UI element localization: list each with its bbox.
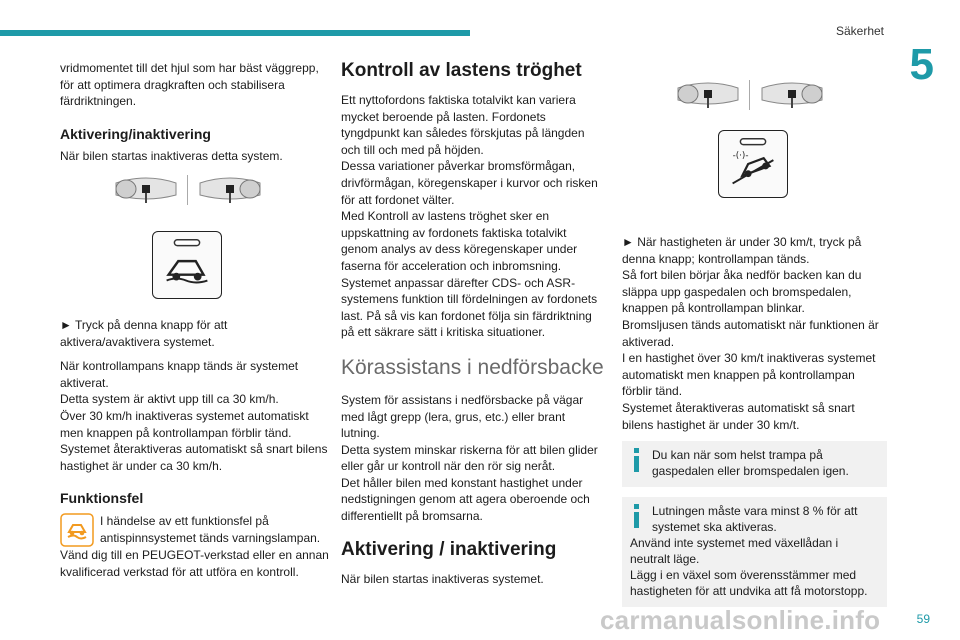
intro-text: vridmomentet till det hjul som har bäst väggrepp, för att optimera dragkraften och stabilisera färdriktningen.	[60, 61, 319, 109]
activation-text: När bilen startas inaktiveras detta system.	[60, 149, 283, 164]
column-right	[622, 60, 887, 607]
page-number: 59	[916, 612, 930, 626]
activation-text-2: När bilen startas inaktiveras systemet.	[341, 571, 544, 586]
info-text-neutral: Använd inte systemet med växellådan i neutralt läge.	[630, 536, 839, 567]
info-box-pedals	[622, 441, 887, 487]
press-instruction: ► Tryck på denna knapp för att aktivera/avaktivera systemet.	[60, 317, 228, 349]
info-icon	[630, 447, 652, 479]
header-accent-bar	[0, 30, 470, 36]
column-left	[60, 60, 330, 580]
status-line-4: Systemet återaktiveras automatiskt så snart bilens hastighet är under ca 30 km/h.	[60, 442, 328, 473]
hill-line-3: I en hastighet över 30 km/t inaktiveras systemet automatiskt men knappen på kontrollampan förblir tänd.	[622, 351, 876, 399]
steering-wheel-right-icon	[196, 175, 264, 205]
illustration-divider-2	[749, 80, 750, 110]
hill-descent-heading: Körassistans i nedförsbacke	[341, 355, 604, 379]
hill-press-instruction: ► När hastigheten är under 30 km/t, tryck på denna knapp; kontrollampan tänds.	[622, 235, 862, 266]
load-paragraph-3: Med Kontroll av lastens tröghet sker en uppskattning av fordonets faktiska totalvikt genom analys av dess köregenskaper under faserna för acceleration och inbromsning.	[341, 209, 578, 273]
load-paragraph-2: Dessa variationer påverkar bromsförmågan, drivförmågan, köregenskaper i kurvor och risken för att fordonet välter.	[341, 159, 598, 207]
fault-warning	[60, 513, 330, 547]
chapter-number: 5	[909, 40, 934, 89]
status-line-1: När kontrollampans knapp tänds är systemet aktiverat.	[60, 359, 299, 390]
info-box-slope	[622, 497, 887, 607]
activation-heading-2: Aktivering / inaktivering	[341, 538, 557, 560]
hill-line-2: Bromsljusen tänds automatiskt när funktionen är aktiverad.	[622, 317, 879, 349]
steering-wheel-right-icon-2	[758, 80, 826, 110]
hill-button-illustration	[622, 80, 887, 220]
status-line-3: Över 30 km/h inaktiveras systemet automatiskt men knappen på kontrollampan förblir tänd.	[60, 408, 309, 440]
load-inertia-heading: Kontroll av lastens tröghet	[341, 60, 582, 81]
button-location-illustration	[60, 175, 330, 303]
hill-line-4: Systemet återaktiveras automatiskt så snart bilens hastighet är under 30 km/t.	[622, 400, 855, 432]
status-line-2: Detta system är aktivt upp till ca 30 km/h.	[60, 392, 279, 407]
column-middle	[341, 60, 606, 587]
info-text-gear: Lägg i en växel som överensstämmer med hastigheten för att undvika att få motorstopp.	[630, 568, 868, 599]
steering-wheel-left-icon	[112, 175, 180, 205]
info-icon-2	[630, 503, 652, 535]
fault-heading: Funktionsfel	[60, 490, 144, 507]
hill-paragraph-3: Det håller bilen med konstant hastighet under nedstigningen genom att agera oberoende och differentiellt på bromsarna.	[341, 475, 590, 524]
section-title: Säkerhet	[835, 24, 884, 38]
traction-control-button-icon	[152, 231, 222, 299]
steering-wheel-left-icon-2	[674, 80, 742, 110]
svg-text:-(·)-: -(·)-	[732, 151, 749, 162]
hill-descent-button-icon	[718, 130, 788, 198]
fault-text: I händelse av ett funktionsfel på antispinnsystemet tänds varningslampan.	[100, 513, 321, 545]
load-paragraph-1: Ett nyttofordons faktiska totalvikt kan variera mycket beroende på lasten. Fordonets tyngdpunkt kan således förskjutas på längden och till och med på höjden.	[341, 93, 585, 157]
watermark: carmanualsonline.info	[600, 605, 881, 635]
load-paragraph-4: Systemet anpassar därefter CDS- och ASR-systemens funktion till fördelningen av fordonets last. På så vis kan fordonet följa sin färdriktning på ett säkrare sätt i kritiska situationer.	[341, 275, 598, 340]
hill-paragraph-1: System för assistans i nedförsbacke på vägar med lågt grepp (lera, grus, etc.) eller brant lutning.	[341, 392, 584, 441]
warning-lamp-icon	[60, 513, 94, 547]
info-text-slope: Lutningen måste vara minst 8 % för att systemet ska aktiveras.	[652, 504, 858, 535]
fault-text-2: Vänd dig till en PEUGEOT-verkstad eller en annan kvalificerad verkstad för att utföra en kontroll.	[60, 547, 329, 579]
info-text-pedals: Du kan när som helst trampa på gaspedalen eller bromspedalen igen.	[652, 448, 849, 479]
illustration-divider	[187, 175, 188, 205]
hill-paragraph-2: Detta system minskar riskerna för att bilen glider eller går ur kontroll när den rör sig neråt.	[341, 442, 598, 474]
hill-line-1: Så fort bilen börjar åka nedför backen kan du släppa upp gaspedalen och bromspedalen, knappen på kontrollampan blinkar.	[622, 268, 862, 316]
activation-heading: Aktivering/inaktivering	[60, 125, 211, 142]
